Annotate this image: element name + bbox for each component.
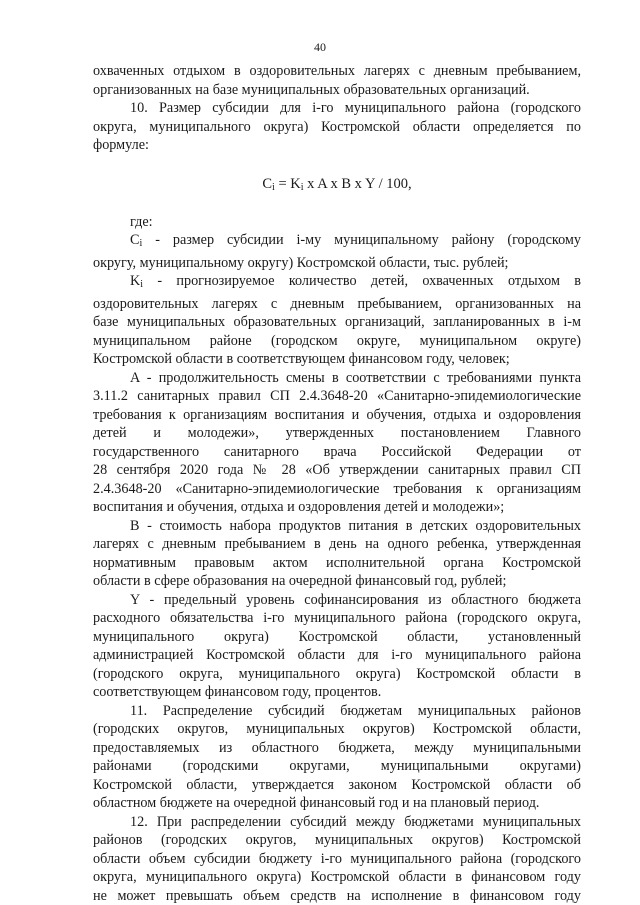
text-line: области в сфере образования на очередной финансовый год, рублей;	[93, 572, 581, 591]
text-line: воспитания и обучения, отдыха и оздоровления детей и молодежи»;	[93, 498, 581, 517]
text-line: охваченных отдыхом в оздоровительных лагерях с дневным пребыванием,	[93, 62, 581, 81]
text-line: (городских округов, муниципальных округов) Костромской области,	[93, 720, 581, 739]
formula-k: = K	[275, 176, 301, 192]
text-line: администрацией Костромской области для i-го муниципального района	[93, 646, 581, 665]
text-line: лагерях с дневным пребыванием в день на одного ребенка, утвержденная	[93, 535, 581, 554]
text-line: районами (городскими округами, муниципальными округами)	[93, 757, 581, 776]
formula-block	[93, 155, 581, 213]
text-line: $K_i$ - прогнозируемое количество детей, охваченных отдыхом в	[93, 272, 581, 295]
text-line: где:	[93, 213, 581, 232]
text-line: муниципального округа) Костромской области, установленный	[93, 628, 581, 647]
formula-c: C	[262, 176, 272, 192]
text-line: предоставляемых из областного бюджета, между муниципальными	[93, 739, 581, 758]
text-line: районов (городских округов, муниципальных округов) Костромской	[93, 831, 581, 850]
text-line: 11. Распределение субсидий бюджетам муниципальных районов	[93, 702, 581, 721]
text-line: округа, муниципального округа) Костромской области в финансовом году	[93, 868, 581, 887]
text-line: Костромской области в соответствующем финансовом году, человек;	[93, 350, 581, 369]
text-line: (городского округа, муниципального округа) Костромской области в	[93, 665, 581, 684]
text-line: округу, муниципальному округу) Костромской области, тыс. рублей;	[93, 254, 581, 273]
text-line: расходного обязательства i-го муниципального района (городского округа,	[93, 609, 581, 628]
text-line: 2.4.3648-20 «Санитарно-эпидемиологические требования к организациям	[93, 480, 581, 499]
text-line: 28 сентября 2020 года № 28 «Об утверждении санитарных правил СП	[93, 461, 581, 480]
paragraph-block-2	[93, 213, 581, 905]
text-line: области объем субсидии бюджету i-го муниципального района (городского	[93, 850, 581, 869]
formula	[93, 175, 581, 198]
text-line: не может превышать объем средств на исполнение в финансовом году	[93, 887, 581, 905]
text-line: 12. При распределении субсидий между бюджетами муниципальных	[93, 813, 581, 832]
text-line: Костромской области, утверждается законом Костромской области об	[93, 776, 581, 795]
text-line: 10. Размер субсидии для i-го муниципального района (городского	[93, 99, 581, 118]
formula-rest: x A x B x Y / 100,	[304, 176, 412, 192]
text-line: округа, муниципального округа) Костромской области определяется по	[93, 118, 581, 137]
text-line: 3.11.2 санитарных правил СП 2.4.3648-20 «Санитарно-эпидемиологические	[93, 387, 581, 406]
text-line: формуле:	[93, 136, 581, 155]
text-line: требования к организациям воспитания и обучения, отдыха и оздоровления	[93, 406, 581, 425]
text-line: государственного санитарного врача Российской Федерации от	[93, 443, 581, 462]
formula-k-sub: i	[301, 182, 304, 193]
page-number: 40	[0, 40, 640, 55]
text-line: детей и молодежи», утвержденных постановлением Главного	[93, 424, 581, 443]
text-line: базе муниципальных образовательных организаций, запланированных в i-м	[93, 313, 581, 332]
text-line: B - стоимость набора продуктов питания в детских оздоровительных	[93, 517, 581, 536]
text-line: организованных на базе муниципальных образовательных организаций.	[93, 81, 581, 100]
text-line: нормативным правовым актом исполнительной органа Костромской	[93, 554, 581, 573]
formula-c-sub: i	[272, 182, 275, 193]
text-line: муниципальном районе (городском округе, муниципальном округе)	[93, 332, 581, 351]
text-line: оздоровительных лагерях с дневным пребыванием, организованных на	[93, 295, 581, 314]
text-line: $C_i$ - размер субсидии i-му муниципальному району (городскому	[93, 231, 581, 254]
text-line: Y - предельный уровень софинансирования из областного бюджета	[93, 591, 581, 610]
text-line: A - продолжительность смены в соответствии с требованиями пункта	[93, 369, 581, 388]
text-line: соответствующем финансовом году, процентов.	[93, 683, 581, 702]
text-line: областном бюджете на очередной финансовый год и на плановый период.	[93, 794, 581, 813]
body-text	[93, 62, 581, 905]
paragraph-block-1	[93, 62, 581, 155]
